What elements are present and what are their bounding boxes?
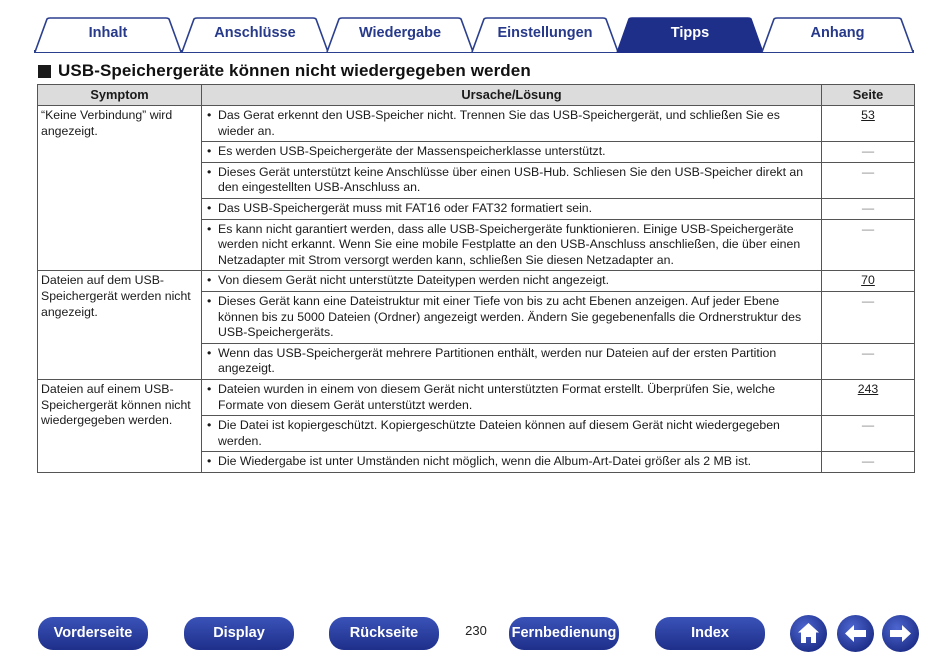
tab-label: Anschlüsse: [214, 25, 296, 41]
arrow-right-icon: [882, 615, 919, 652]
arrow-left-icon: [837, 615, 874, 652]
index-button[interactable]: Index: [655, 617, 765, 650]
page-link[interactable]: 53: [861, 108, 875, 122]
page-cell: [822, 343, 915, 379]
solution-cell: • Es kann nicht garantiert werden, dass alle USB-Speichergeräte funktionieren. Einige USB-Speichergeräte werden nicht erkannt. Wenn Sie eine mobile Festplatte an den USB-Anschluss anschließen, die über einen Netzadapter mit Strom versorgt werden kann, schließen Sie diesen Netzadapter an.: [202, 219, 822, 271]
table-row: [38, 379, 915, 415]
symptom-cell: Dateien auf einem USB-Speichergerät können nicht wiedergegeben werden.: [38, 379, 202, 472]
page-cell: [822, 219, 915, 271]
rear-panel-button[interactable]: Rückseite: [329, 617, 439, 650]
solution-cell: • Wenn das USB-Speichergerät mehrere Partitionen enthält, werden nur Dateien auf der ersten Partition angezeigt.: [202, 343, 822, 379]
symptom-cell: “Keine Verbindung” wird angezeigt.: [38, 106, 202, 271]
page-cell: [822, 291, 915, 343]
display-button[interactable]: Display: [184, 617, 294, 650]
section-title: USB-Speichergeräte können nicht wiedergegeben werden: [58, 61, 531, 80]
page-dash: —: [861, 200, 875, 215]
solution-cell: • Die Wiedergabe ist unter Umständen nicht möglich, wenn die Album-Art-Datei größer als 2 MB ist.: [202, 452, 822, 473]
table-row: [38, 271, 915, 292]
tab-inhalt[interactable]: [34, 17, 182, 52]
page-cell: [822, 452, 915, 473]
page-cell: [822, 162, 915, 198]
front-panel-button[interactable]: Vorderseite: [38, 617, 148, 650]
solution-cell: • Dateien wurden in einem von diesem Gerät nicht unterstützten Format erstellt. Überprüfen Sie, welche Formate von diesem Gerät unterstützt werden.: [202, 379, 822, 415]
home-icon: [790, 615, 827, 652]
tab-label: Tipps: [670, 25, 710, 41]
page-link[interactable]: 243: [857, 381, 879, 396]
page-link[interactable]: 70: [861, 273, 875, 288]
page-dash: —: [861, 144, 875, 159]
tab-label: Inhalt: [88, 25, 128, 41]
tab-anschluesse[interactable]: [181, 17, 329, 52]
page-cell: [822, 198, 915, 219]
section-heading: [38, 61, 531, 81]
tab-wiedergabe[interactable]: [326, 17, 474, 52]
tab-anhang[interactable]: [761, 17, 914, 52]
page-cell: [822, 142, 915, 163]
page-dash: —: [861, 221, 875, 236]
header-page: Seite: [822, 85, 915, 106]
page-cell: [822, 106, 915, 142]
solution-cell: • Das Gerat erkennt den USB-Speicher nicht. Trennen Sie das USB-Speichergerät, und schließen Sie es wieder an.: [202, 106, 822, 142]
header-solution: Ursache/Lösung: [202, 85, 822, 106]
solution-cell: • Das USB-Speichergerät muss mit FAT16 oder FAT32 formatiert sein.: [202, 198, 822, 219]
tab-label: Wiedergabe: [358, 25, 442, 41]
tab-tipps[interactable]: [616, 17, 764, 52]
page-cell: [822, 379, 915, 415]
page-cell: [822, 416, 915, 452]
next-page-button[interactable]: [882, 615, 919, 652]
page-dash: —: [861, 454, 875, 469]
previous-page-button[interactable]: [837, 615, 874, 652]
tab-label: Einstellungen: [497, 25, 593, 41]
solution-cell: • Dieses Gerät kann eine Dateistruktur mit einer Tiefe von bis zu acht Ebenen anzeigen. Auf jeder Ebene können bis zu 5000 Dateien (Ordner) angezeigt werden. Ändern Sie gegebenenfalls die Ordnerstruktur des USB-Speichergeräts.: [202, 291, 822, 343]
page-dash: —: [861, 345, 875, 360]
tab-bar: [34, 17, 914, 53]
header-symptom: Symptom: [38, 85, 202, 106]
page-cell: [822, 271, 915, 292]
solution-cell: • Dieses Gerät unterstützt keine Anschlüsse über einen USB-Hub. Schliesen Sie den USB-Speicher direkt an den eingestellten USB-Anschluss an.: [202, 162, 822, 198]
solution-cell: • Von diesem Gerät nicht unterstützte Dateitypen werden nicht angezeigt.: [202, 271, 822, 292]
page-dash: —: [861, 164, 875, 179]
page-number: 230: [465, 623, 487, 638]
remote-control-button[interactable]: Fernbedienung: [509, 617, 619, 650]
table-header-row: [38, 85, 915, 106]
solution-cell: • Es werden USB-Speichergeräte der Massenspeicherklasse unterstützt.: [202, 142, 822, 163]
tab-label: Anhang: [810, 25, 865, 41]
square-bullet-icon: [38, 65, 51, 78]
table-row: [38, 106, 915, 142]
tab-einstellungen[interactable]: [471, 17, 619, 52]
troubleshooting-table: [37, 84, 915, 473]
symptom-cell: Dateien auf dem USB-Speichergerät werden nicht angezeigt.: [38, 271, 202, 380]
page-dash: —: [861, 293, 875, 308]
home-button[interactable]: [790, 615, 827, 652]
solution-cell: • Die Datei ist kopiergeschützt. Kopiergeschützte Dateien können auf diesem Gerät nicht wiedergegeben werden.: [202, 416, 822, 452]
page-dash: —: [861, 418, 875, 433]
